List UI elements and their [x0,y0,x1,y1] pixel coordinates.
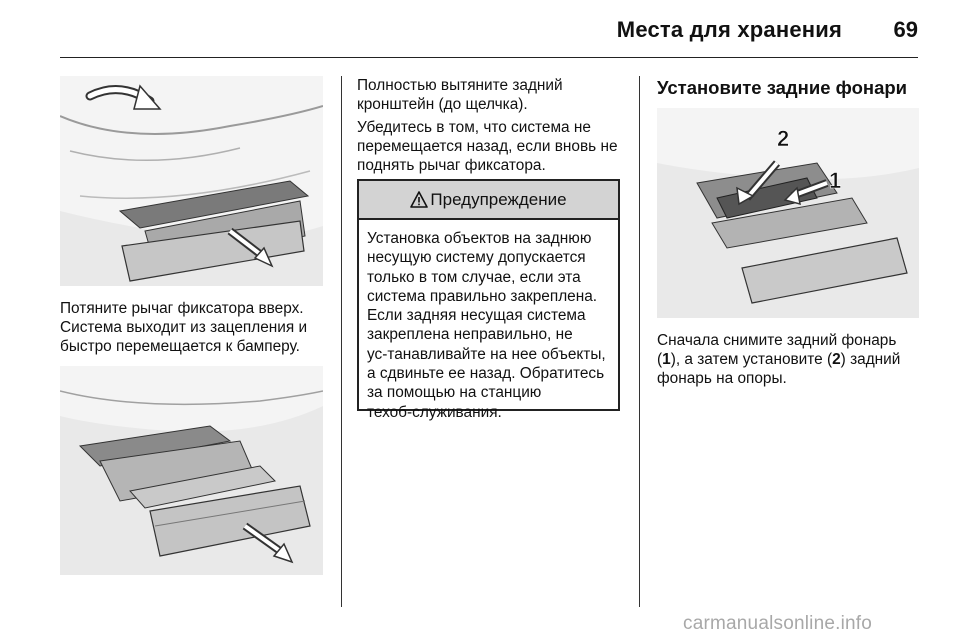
paragraph-text-part3: ) задний фонарь на опоры. [657,351,901,388]
instruction-paragraph-extend: Полностью вытяните задний кронштейн (до щелчка). [357,77,563,114]
lamp-reference-2: 2 [832,351,841,369]
warning-text: Установка объектов на заднюю несущую систему допускается только в том случае, если эта система правильно закреплена. Если задняя несущая система закреплена неправильно, не ус‑танавливайте на нее объекты, а сдвиньте ее назад. Обратитесь за помощью на станцию техоб‑служивания. [367,230,606,421]
page-header-title: Места для хранения [616,17,842,42]
towbar-lever-pull-illustration [60,76,323,286]
lamp-reference-1: 1 [662,351,671,369]
column-divider-left [341,76,342,607]
watermark: carmanualsonline.info [683,613,873,634]
carrier-extended-illustration [60,366,323,575]
callout-label-2: 2 [777,126,790,151]
section-heading-rear-lamps: Установите задние фонари [657,77,908,98]
instruction-paragraph-check: Убедитесь в том, что система не перемещается назад, если вновь не поднять рычаг фиксатора. [357,119,618,175]
column-divider-right [639,76,640,607]
rear-lamp-install-illustration [657,108,919,318]
instruction-paragraph-lever: Потяните рычаг фиксатора вверх. Система выходит из зацепления и быстро перемещается к бамперу. [60,300,308,356]
warning-box [357,179,620,421]
instruction-paragraph-rear-lamps [657,331,922,389]
warning-title: Предупреждение [430,189,567,209]
page-number: 69 [893,17,918,42]
warning-triangle-icon [410,191,428,208]
callout-label-1: 1 [829,168,842,193]
header-rule [60,57,918,58]
warning-header [359,181,618,220]
paragraph-text-part1: Сначала снимите задний фонарь ( [657,332,897,369]
paragraph-text-part2: ), а затем установите ( [670,351,833,369]
